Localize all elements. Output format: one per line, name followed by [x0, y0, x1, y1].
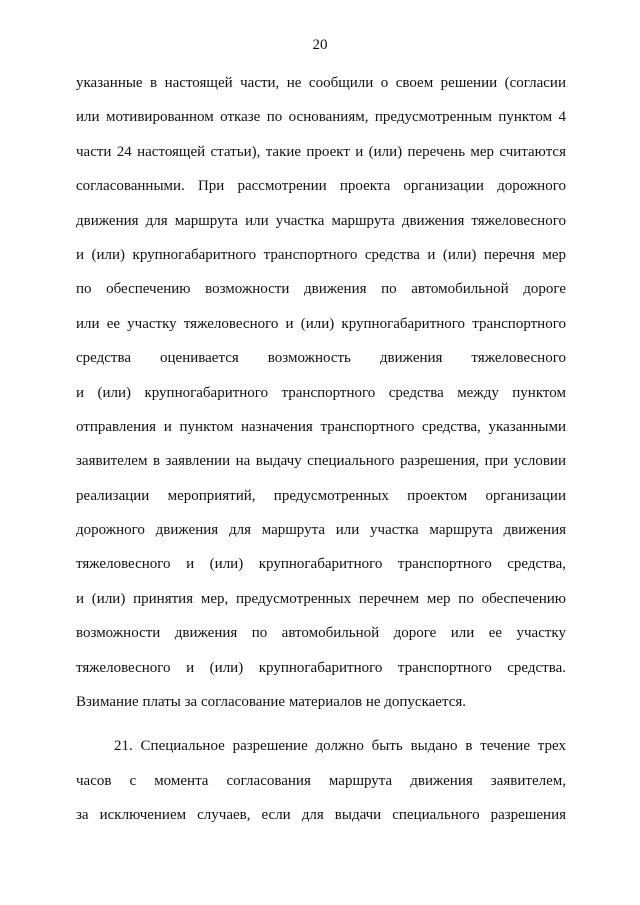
- text-line: средства оценивается возможность движения тяжеловесного: [76, 350, 566, 367]
- text-line: или мотивированном отказе по основаниям, предусмотренным пунктом 4: [76, 109, 566, 126]
- text-line: и (или) крупногабаритного транспортного средства и (или) перечня мер: [76, 246, 566, 263]
- text-line: указанные в настоящей части, не сообщили о своем решении (согласии: [76, 75, 566, 91]
- text-line: и (или) крупногабаритного транспортного средства между пунктом: [76, 384, 566, 401]
- text-line: часов с момента согласования маршрута движения заявителем,: [76, 772, 566, 789]
- text-line-paragraph-end: Взимание платы за согласование материалов не допускается.: [76, 694, 466, 711]
- document-body: [76, 74, 566, 841]
- text-line: и (или) принятия мер, предусмотренных перечнем мер по обеспечению: [76, 590, 566, 607]
- text-line: или ее участку тяжеловесного и (или) крупногабаритного транспортного: [76, 315, 566, 332]
- text-line: тяжеловесного и (или) крупногабаритного транспортного средства.: [76, 659, 566, 676]
- text-line: дорожного движения для маршрута или участка маршрута движения: [76, 522, 566, 539]
- text-line-paragraph-start: 21. Специальное разрешение должно быть выдано в течение трех: [114, 738, 566, 755]
- text-line: тяжеловесного и (или) крупногабаритного транспортного средства,: [76, 556, 566, 573]
- text-line: заявителем в заявлении на выдачу специального разрешения, при условии: [76, 453, 566, 470]
- text-line: возможности движения по автомобильной дороге или ее участку: [76, 625, 566, 642]
- text-line: за исключением случаев, если для выдачи специального разрешения: [76, 807, 566, 824]
- page-number: 20: [312, 37, 328, 53]
- text-line: реализации мероприятий, предусмотренных проектом организации: [76, 487, 566, 504]
- text-line: движения для маршрута или участка маршрута движения тяжеловесного: [76, 212, 566, 229]
- text-line: отправления и пунктом назначения транспортного средства, указанными: [76, 418, 566, 435]
- text-line: части 24 настоящей статьи), такие проект и (или) перечень мер считаются: [76, 143, 566, 160]
- text-line: по обеспечению возможности движения по автомобильной дороге: [76, 281, 566, 298]
- text-line: согласованными. При рассмотрении проекта организации дорожного: [76, 178, 566, 195]
